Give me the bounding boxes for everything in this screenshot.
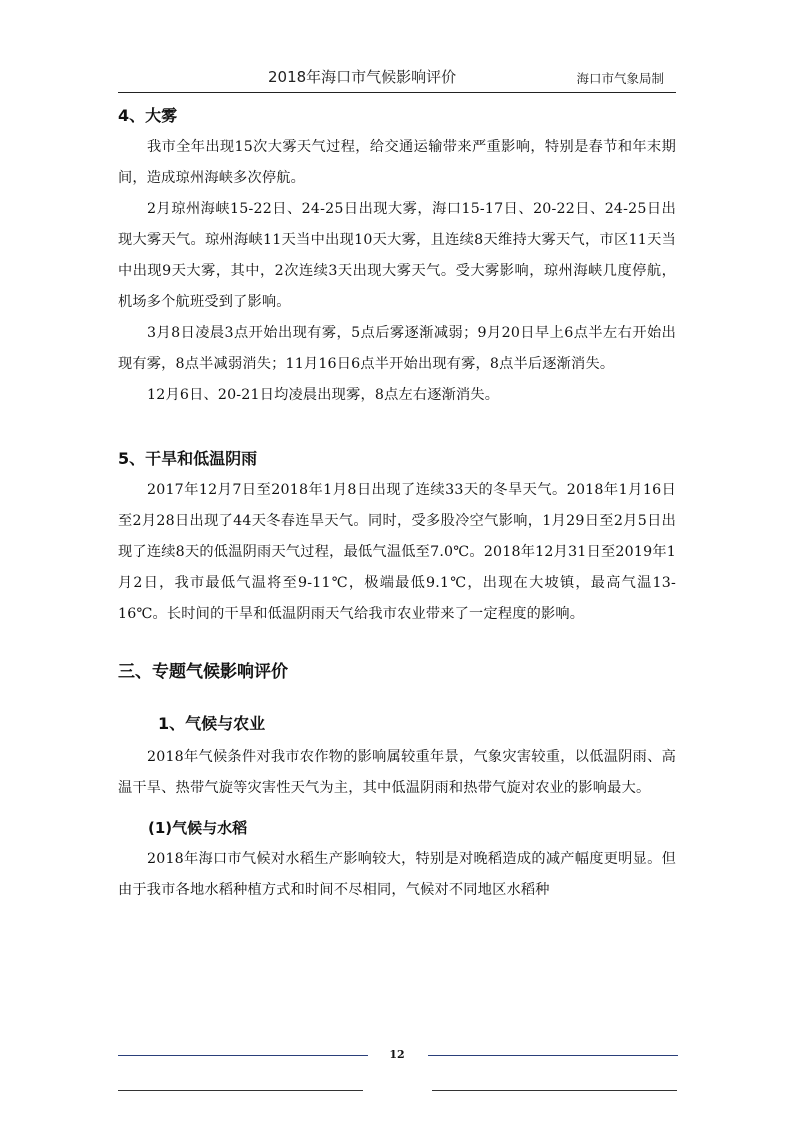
- agriculture-paragraph-1: 2018年气候条件对我市农作物的影响属较重年景，气象灾害较重，以低温阴雨、高温干旱、热带气旋等灾害性天气为主，其中低温阴雨和热带气旋对农业的影响最大。: [118, 749, 676, 796]
- header-organization: 海口市气象局制: [576, 71, 664, 86]
- section-heading-fog: 4、大雾: [118, 106, 178, 125]
- rice-paragraph-1: 2018年海口市气候对水稻生产影响较大，特别是对晚稻造成的减产幅度更明显。但由于我市各地水稻种植方式和时间不尽相同，气候对不同地区水稻种: [118, 851, 676, 898]
- page-number: 12: [389, 1048, 405, 1061]
- footer-rule-bottom-left: [118, 1090, 363, 1091]
- drought-paragraph-1: 2017年12月7日至2018年1月8日出现了连续33天的冬旱天气。2018年1月16日至2月28日出现了44天冬春连旱天气。同时，受多股冷空气影响，1月29日至2月5日出现了连续8天的低温阴雨天气过程，最低气温低至7.0℃。2018年12月31日至2019年1月2日，我市最低气温将至9-11℃，极端最低9.1℃，出现在大坡镇，最高气温13-16℃。长时间的干旱和低温阴雨天气给我市农业带来了一定程度的影响。: [118, 482, 676, 622]
- chapter-heading-special: 三、专题气候影响评价: [118, 662, 288, 682]
- subsection-heading-agriculture: 1、气候与农业: [158, 714, 266, 733]
- fog-paragraph-4: 12月6日、20-21日均凌晨出现雾，8点左右逐渐消失。: [147, 387, 500, 403]
- section-heading-drought: 5、干旱和低温阴雨: [118, 449, 258, 468]
- footer-rule-right: [428, 1055, 678, 1056]
- page-header: [118, 64, 676, 93]
- header-title: 2018年海口市气候影响评价: [268, 68, 457, 86]
- footer-rule-left: [118, 1055, 368, 1056]
- footer-rule-bottom-right: [432, 1090, 677, 1091]
- fog-paragraph-3: 3月8日凌晨3点开始出现有雾，5点后雾逐渐减弱；9月20日早上6点半左右开始出现有雾，8点半减弱消失；11月16日6点半开始出现有雾，8点半后逐渐消失。: [118, 325, 676, 372]
- fog-paragraph-1: 我市全年出现15次大雾天气过程，给交通运输带来严重影响，特别是春节和年末期间，造成琼州海峡多次停航。: [118, 139, 676, 186]
- subsection-heading-rice: (1)气候与水稻: [148, 819, 248, 837]
- page-content: [118, 100, 676, 906]
- fog-paragraph-2: 2月琼州海峡15-22日、24-25日出现大雾，海口15-17日、20-22日、24-25日出现大雾天气。琼州海峡11天当中出现10天大雾，且连续8天维持大雾天气，市区11天当中出现9天大雾，其中，2次连续3天出现大雾天气。受大雾影响，琼州海峡几度停航，机场多个航班受到了影响。: [118, 201, 676, 310]
